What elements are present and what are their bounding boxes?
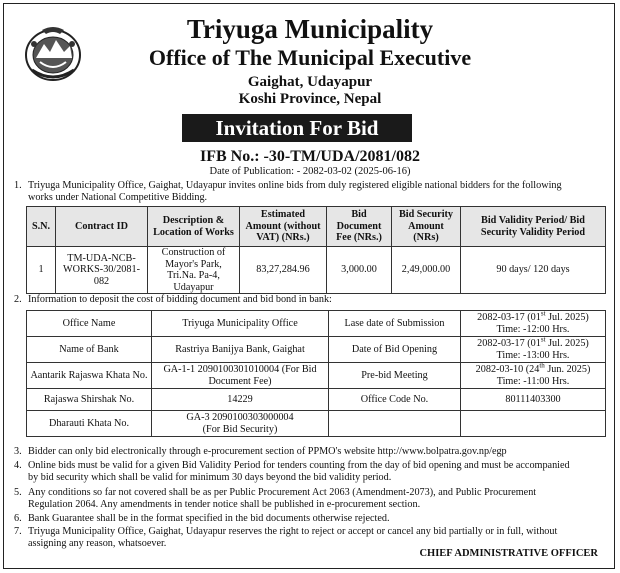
prebid-label: Pre-bid Meeting — [329, 363, 461, 389]
khata-value: GA-1-1 2090100301010004 (For Bid Document Fee) — [152, 363, 329, 389]
opening-date-suffix: st — [540, 335, 546, 344]
municipality-title: Triyuga Municipality — [186, 14, 434, 44]
shirshak-value: 14229 — [152, 389, 329, 411]
note-7-line-1: Triyuga Municipality Office, Gaighat, Udayapur reserves the right to reject or accept or cancel any bid partially or in full, without — [28, 526, 558, 537]
address-line-1: Gaighat, Udayapur — [247, 74, 373, 90]
submission-value — [461, 311, 606, 337]
publication-date: Date of Publication: - 2082-03-02 (2025-06-16) — [209, 166, 411, 177]
dharauti-note: (For Bid Security) — [202, 423, 278, 435]
header-validity: Bid Validity Period/ Bid Security Validity Period — [461, 207, 606, 247]
office-title: Office of The Municipal Executive — [148, 45, 472, 70]
table-row — [27, 411, 606, 437]
opening-value — [461, 337, 606, 363]
signature-title: CHIEF ADMINISTRATIVE OFFICER — [419, 548, 598, 559]
office-code-label: Office Code No. — [329, 389, 461, 411]
note-number: 4. — [14, 460, 22, 471]
submission-date: 2082-03-17 (01 — [477, 312, 541, 323]
note-3-line-1: Bidder can only bid electronically through e-procurement section of PPMO's website http://www.bolpatra.gov.np/egp — [28, 446, 507, 457]
bid-table — [26, 206, 606, 294]
dharauti-label: Dharauti Khata No. — [27, 411, 152, 437]
prebid-date-end: Jun. 2025) — [544, 364, 591, 375]
note-number: 6. — [14, 513, 22, 524]
note-number: 7. — [14, 526, 22, 537]
prebid-date: 2082-03-10 (24 — [475, 364, 540, 375]
header-contract-id: Contract ID — [56, 207, 148, 247]
header-doc-fee: Bid Document Fee (NRs.) — [327, 207, 392, 247]
bank-label: Name of Bank — [27, 337, 152, 363]
bank-info-table — [26, 310, 606, 437]
note-number: 3. — [14, 446, 22, 457]
cell-bid-security: 2,49,000.00 — [392, 247, 461, 294]
note-4-line-2: by bid security which shall be valid for minimum 30 days beyond the bid validity period. — [28, 472, 392, 483]
table-row — [27, 389, 606, 411]
header-bid-security: Bid Security Amount (NRs) — [392, 207, 461, 247]
bid-table-header — [27, 207, 606, 247]
dharauti-value — [152, 411, 329, 437]
prebid-value — [461, 363, 606, 389]
prebid-date-suffix: th — [539, 361, 545, 370]
paragraph-2-text: Information to deposit the cost of bidding document and bid bond in bank: — [28, 294, 332, 305]
submission-time: Time: -12:00 Hrs. — [496, 323, 570, 335]
header-sn: S.N. — [27, 207, 56, 247]
invitation-banner: Invitation For Bid — [182, 114, 412, 142]
table-row — [27, 247, 606, 294]
note-5-line-2: Regulation 2064. Any amendments in tender notice shall be published in e-procurement section. — [28, 499, 421, 510]
cell-doc-fee: 3,000.00 — [327, 247, 392, 294]
opening-time: Time: -13:00 Hrs. — [496, 349, 570, 361]
cell-estimated-amount: 83,27,284.96 — [240, 247, 327, 294]
note-6-line-1: Bank Guarantee shall be in the format specified in the bid documents otherwise rejected. — [28, 513, 390, 524]
table-row — [27, 363, 606, 389]
empty-cell — [329, 411, 461, 437]
header-estimated-amount: Estimated Amount (without VAT) (NRs.) — [240, 207, 327, 247]
office-code-value: 80111403300 — [461, 389, 606, 411]
submission-date-end: Jul. 2025) — [545, 312, 589, 323]
opening-date: 2082-03-17 (01 — [477, 338, 541, 349]
opening-date-end: Jul. 2025) — [545, 338, 589, 349]
dharauti-number: GA-3 2090100303000004 — [186, 412, 294, 423]
paragraph-1-line-1: Triyuga Municipality Office, Gaighat, Udayapur invites online bids from duly registered eligible national bidders for the following — [28, 180, 562, 191]
cell-validity: 90 days/ 120 days — [461, 247, 606, 294]
note-5-line-1: Any conditions so far not covered shall be as per Public Procurement Act 2063 (Amendment-2073), and Public Procurement — [28, 487, 537, 498]
office-name-label: Office Name — [27, 311, 152, 337]
note-number: 5. — [14, 487, 22, 498]
submission-label: Lase date of Submission — [329, 311, 461, 337]
header-description: Description & Location of Works — [148, 207, 240, 247]
table-row — [27, 337, 606, 363]
opening-label: Date of Bid Opening — [329, 337, 461, 363]
office-name-value: Triyuga Municipality Office — [152, 311, 329, 337]
khata-label: Aantarik Rajaswa Khata No. — [27, 363, 152, 389]
ifb-number: IFB No.: -30-TM/UDA/2081/082 — [200, 148, 420, 165]
paragraph-1-line-2: works under National Competitive Bidding. — [28, 192, 208, 203]
submission-date-suffix: st — [540, 309, 546, 318]
bank-value: Rastriya Banijya Bank, Gaighat — [152, 337, 329, 363]
paragraph-number: 2. — [14, 294, 22, 305]
note-4-line-1: Online bids must be valid for a given Bid Validity Period for tenders counting from the day of bid opening and must be accompanied — [28, 460, 570, 471]
shirshak-label: Rajaswa Shirshak No. — [27, 389, 152, 411]
paragraph-number: 1. — [14, 180, 22, 191]
cell-contract-id: TM-UDA-NCB-WORKS-30/2081-082 — [56, 247, 148, 294]
prebid-time: Time: -11:00 Hrs. — [496, 375, 570, 387]
empty-cell — [461, 411, 606, 437]
cell-sn: 1 — [27, 247, 56, 294]
note-7-line-2: assigning any reason, whatsoever. — [28, 538, 167, 549]
table-row — [27, 311, 606, 337]
cell-description: Construction of Mayor's Park, Tri.Na. Pa-4, Udayapur — [148, 247, 240, 294]
address-line-2: Koshi Province, Nepal — [238, 91, 382, 107]
